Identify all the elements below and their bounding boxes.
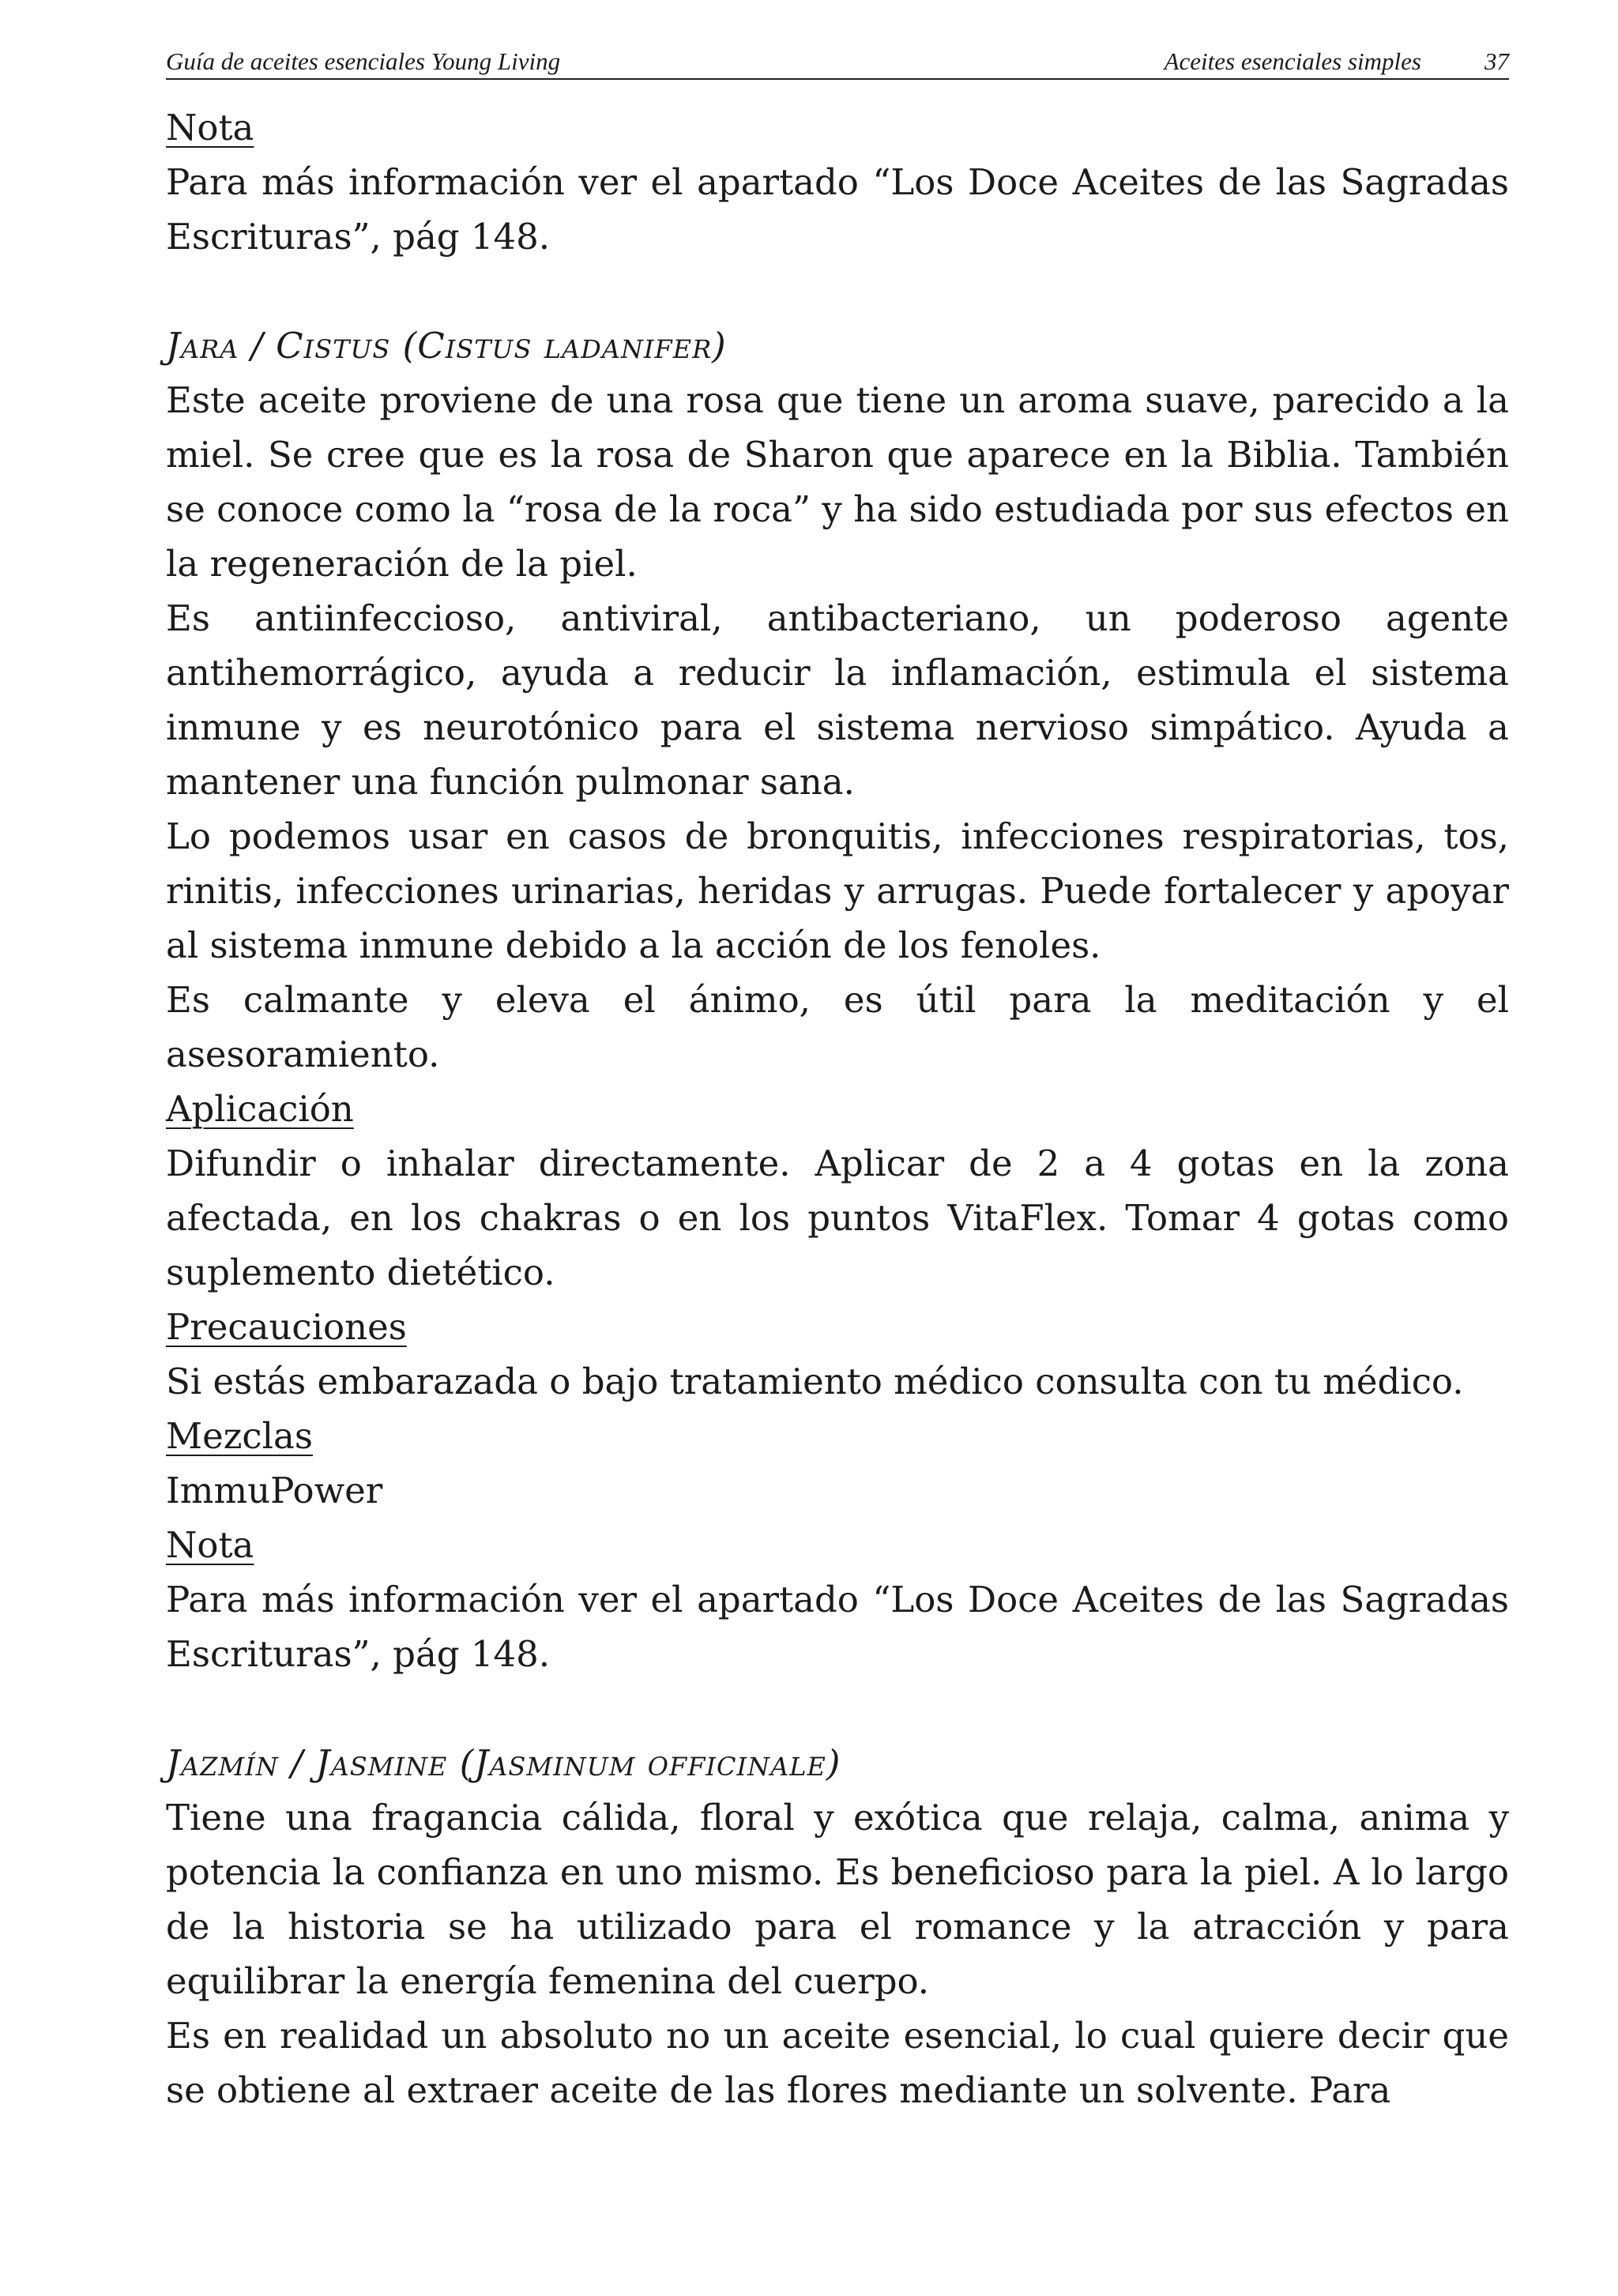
precauciones-label: Precauciones [166,1306,407,1348]
nota-text: Para más información ver el apartado “Los Doce Aceites de las Sagradas Escrituras”, pág 148. [166,161,1509,258]
paragraph: Es calmante y eleva el ánimo, es útil para la meditación y el asesoramiento. [166,979,1509,1075]
paragraph: Lo podemos usar en casos de bronquitis, infecciones respiratorias, tos, rinitis, infecciones urinarias, heridas y arrugas. Puede fortalecer y apoyar al sistema inmune debido a la acción de los fenoles. [166,815,1509,966]
aplicacion-label: Aplicación [166,1088,354,1130]
nota-text: Para más información ver el apartado “Los Doce Aceites de las Sagradas Escrituras”, pág 148. [166,1579,1509,1675]
page-number: 37 [1484,47,1509,75]
mezclas-label: Mezclas [166,1415,313,1457]
page-content [166,100,1509,2117]
paragraph: Es antiinfeccioso, antiviral, antibacteriano, un poderoso agente antihemorrágico, ayuda a reducir la inflamación, estimula el sistema inmune y es neurotónico para el sistema nervioso simpático. Ayuda a mantener una función pulmonar sana. [166,597,1509,803]
mezclas-text: ImmuPower [166,1470,383,1511]
document-page [166,49,1509,2117]
book-title: Guía de aceites esenciales Young Living [166,47,561,75]
header-right [1165,49,1509,73]
entry-heading-jara: Jara / Cistus (Cistus ladanifer) [166,325,727,367]
paragraph: Este aceite proviene de una rosa que tiene un aroma suave, parecido a la miel. Se cree que es la rosa de Sharon que aparece en la Biblia. También se conoce como la “rosa de la roca” y ha sido estudiada por sus efectos en la regeneración de la piel. [166,379,1509,585]
nota-label: Nota [166,107,254,149]
paragraph: Es en realidad un absoluto no un aceite esencial, lo cual quiere decir que se obtiene al extraer aceite de las flores mediante un solvente. Para [166,2015,1509,2111]
nota-label: Nota [166,1524,254,1566]
precauciones-text: Si estás embarazada o bajo tratamiento médico consulta con tu médico. [166,1361,1464,1402]
paragraph: Tiene una fragancia cálida, floral y exótica que relaja, calma, anima y potencia la confianza en uno mismo. Es beneficioso para la piel. A lo largo de la historia se ha utilizado para el romance y la atracción y para equilibrar la energía femenina del cuerpo. [166,1797,1509,2002]
entry-heading-jazmin: Jazmín / Jasmine (Jasminum officinale) [166,1742,841,1784]
running-header [166,49,1509,80]
aplicacion-text: Difundir o inhalar directamente. Aplicar de 2 a 4 gotas en la zona afectada, en los chakras o en los puntos VitaFlex. Tomar 4 gotas como suplemento dietético. [166,1142,1509,1293]
section-title: Aceites esenciales simples [1164,47,1421,75]
